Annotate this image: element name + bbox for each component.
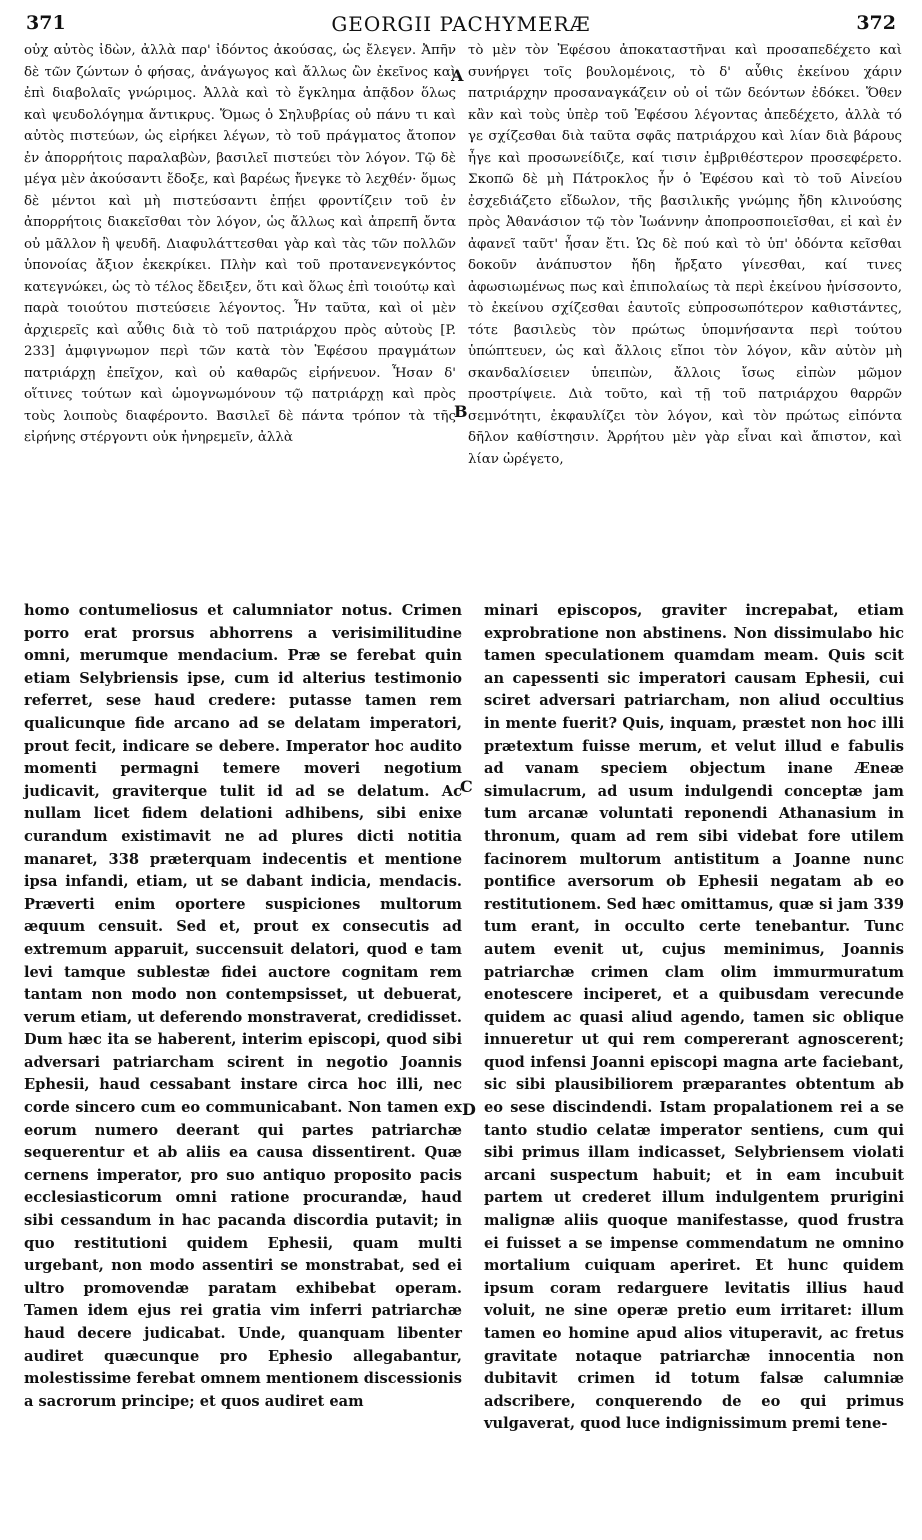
margin-letter-d: D (462, 1100, 476, 1119)
latin-left-paragraph: homo contumeliosus et calumniator notus. Crimen porro erat prorsus abhorrens a verisimilitudine omni, merumque mendacium. Præ se ferebat quin etiam Selybriensis ipse, cum id alterius testimonio referret, sese haud credere: putasse tamen rem qualicunque fide arcano ad se delatam imperatori, prout fecit, indicare se debere. Imperator hoc audito momenti permagni temere moveri negotium judicavit, graviterque tulit id ad se delatum. Ac nullam licet fidem delationi adhibens, sibi enixe curandum existimavit ne ad plures dicti notitia manaret, 338 præterquam indecentis et mentione ipsa infandi, etiam, ut se dabant indicia, mendacis. Præverti enim oportere suspiciones multorum æquum censuit. Sed et, prout ex consecutis ad extremum apparuit, succensuit delatori, quod e tam levi tamque sublestæ fidei auctore cognitam rem tantam non modo non contempsisset, ut debuerat, verum etiam, ut deferendo monstraverat, credidisset. Dum hæc ita se haberent, interim episcopi, quod sibi adversari patriarcham scirent in negotio Joannis Ephesii, haud cessabant instare circa hoc illi, nec corde sincero cum eo communicabant. Non tamen ex eorum numero deerant qui partes patriarchæ sequerentur et ab aliis ea causa dissentirent. Quæ cernens imperator, pro suo antiquo proposito pacis ecclesiasticorum omni ratione procurandæ, haud sibi cessandum in hac pacanda discordia putavit; in quo restitutioni quidem Ephesii, quam multi urgebant, non modo assentiri se monstrabat, sed ei ultro promovendæ paratam exhibebat operam. Tamen idem ejus rei gratia vim inferri patriarchæ haud decere judicabat. Unde, quanquam libenter audiret quæcunque pro Ephesio allegabantur, molestissime ferebat omnem mentionem discessionis a sacrorum principe; et quos audiret eam (24, 602, 462, 1410)
greek-text-left-column (24, 40, 456, 449)
latin-translation-right-column (484, 600, 904, 1436)
left-page-number: 371 (26, 12, 66, 34)
running-title: GEORGII PACHYMERÆ (331, 12, 591, 36)
right-page-number: 372 (856, 12, 896, 34)
running-header (26, 8, 896, 42)
greek-text-right-column (468, 40, 902, 470)
latin-right-paragraph: minari episcopos, graviter increpabat, etiam exprobratione non abstinens. Non dissimulabo hic tamen speculationem quamdam meam. Quis scit an capessenti sic imperatori causam Ephesii, cui sciret adversari patriarcham, non aliud occultius in mente fuerit? Quis, inquam, præstet non hoc illi prætextum fuisse merum, et velut illud e fabulis ad vanam speciem objectum inane Æneæ simulacrum, ad usum indulgendi conceptæ jam tum arcanæ voluntati reponendi Athanasium in thronum, quam ad rem sibi videbat fore utilem facinorem multorum antistitum a Joanne nunc pontifice aversorum ob Ephesii negatam ab eo restitutionem. Sed hæc omittamus, quæ si jam 339 tum erant, in occulto certe tenebantur. Tunc autem evenit ut, cujus meminimus, Joannis patriarchæ crimen clam olim immurmuratum enotescere inciperet, et a quibusdam verecunde quidem ac quasi aliud agendo, tamen sic oblique innueretur ut qui rem compererant agnoscerent; quod infensi Joanni episcopi magna arte faciebant, sic sibi plausibiliorem præparantes obtentum ab eo sese discindendi. Istam propalationem rei a se tanto studio celatæ imperator sentiens, cum qui sibi primus illam indicasset, Selybriensem violati arcani suspectum habuit; et in eam incubuit partem ut crederet illum indulgentem prurigini malignæ aliis quoque manifestasse, quod frustra ei fuisset a se impense commendatum ne omnino mortalium cuiquam aperiret. Et hunc quidem ipsum coram redarguere levitatis illius haud voluit, ne sine operæ pretio eum irritaret: illum tamen eo homine apud alios vituperavit, ac fretus gravitate notaque patriarchæ innocentia non dubitavit crimen id totum falsæ calumniæ adscribere, conquerendo de eo qui primus vulgaverat, quod luce indignissimum premi tene- (484, 602, 904, 1433)
latin-translation-left-column (24, 600, 462, 1413)
margin-letter-c: C (460, 777, 473, 796)
margin-letter-b: B (454, 402, 468, 421)
margin-letter-a: A (451, 66, 464, 85)
greek-right-paragraph: τὸ μὲν τὸν Ἐφέσου ἀποκαταστῆναι καὶ προσαπεδέχετο καὶ συνήργει τοῖς βουλομένοις, τὸ δ' αὖθις ἐκείνου χάριν πατριάρχην προσαναγκάζειν οὐ οἱ τῶν δεόντων ἐδόκει. Ὅθεν κἂν καὶ τοὺς ὑπὲρ τοῦ Ἐφέσου λέγοντας ἀπεδέχετο, ἀλλὰ τό γε σχίζεσθαι διὰ ταῦτα σφᾶς πατριάρχου καὶ λίαν διὰ βάρους ἦγε καὶ προσωνείδιζε, καί τισιν ἐμβριθέστερον προσεφέρετο. Σκοπῶ δὲ μὴ Πάτροκλος ἦν ὁ Ἐφέσου καὶ τὸ τοῦ Αἰνείου ἐσχεδιάζετο εἴδωλον, τῆς βασιλικῆς γνώμης ἤδη κλινούσης πρὸς Ἀθανάσιον τῷ τὸν Ἰωάννην ἀποπροσποιεῖσθαι, εἰ καὶ ἐν ἀφανεῖ ταῦτ' ἦσαν ἔτι. Ὡς δὲ πού καὶ τὸ ὑπ' ὀδόντα κεῖσθαι δοκοῦν ἀνάπυστον ἤδη ἤρξατο γίνεσθαι, καί τινες ἀφωσιωμένως πως καὶ ἐπιπολαίως τὰ περὶ ἐκείνου ἠνίσσοντο, τὸ ἐκείνου σχίζεσθαι ἑαυτοῖς εὐπροσωπότερον καθιστάντες, τότε βασιλεὺς τὸν πρώτως ὑπομνήσαντα περὶ τούτου ὑπώπτευεν, ὡς καὶ ἄλλοις εἴποι τὸν λόγον, κἂν αὐτὸν μὴ σκανδαλίσειεν ὑπειπὼν, ἄλλοις ἴσως εἰπὼν μῶμον προστρίψειε. Διὰ τοῦτο, καὶ τῇ τοῦ πατριάρχου θαρρῶν σεμνότητι, ἐκφαυλίζει τὸν λόγον, καὶ τὸν πρώτως εἰπόντα δῆλον καθίστησιν. Ἀρρήτου μὲν γὰρ εἶναι καὶ ἄπιστον, καὶ λίαν ὠρέγετο, (468, 43, 902, 467)
greek-left-paragraph: οὐχ αὐτὸς ἰδὼν, ἀλλὰ παρ' ἰδόντος ἀκούσας, ὡς ἔλεγεν. Ἀπῆν δὲ τῶν ζώντων ὁ φήσας, ἀνάγωγος καὶ ἄλλως ὢν ἐκεῖνος καὶ ἐπὶ διαβολαῖς γνώριμος. Ἀλλὰ καὶ τὸ ἔγκλημα ἀπᾷδον ὅλως καὶ ψευδολόγημα ἄντικρυς. Ὅμως ὁ Σηλυβρίας οὐ πάνυ τι καὶ αὐτὸς πιστεύων, ὡς εἰρήκει λέγων, τὸ τοῦ πράγματος ἄτοπον ἐν ἀπορρήτοις παραλαβὼν, βασιλεῖ πιστεύει τὸν λόγον. Τῷ δὲ μέγα μὲν ἀκούσαντι ἔδοξε, καὶ βαρέως ἤνεγκε τὸ λεχθέν· ὅμως δὲ μέντοι καὶ μὴ πιστεύσαντι ἐπῄει φροντίζειν τοῦ ἐν ἀπορρήτοις διακεῖσθαι τὸν λόγον, ὡς ἄλλως καὶ ἀπρεπῆ ὄντα οὐ μᾶλλον ἢ ψευδῆ. Διαφυλάττεσθαι γὰρ καὶ τὰς τῶν πολλῶν ὑπονοίας ἄξιον ἐκεκρίκει. Πλὴν καὶ τοῦ προτανενεγκόντος κατεγνώκει, ὡς τὸ τέλος ἔδειξεν, ὅτι καὶ ὅλως ἐπὶ τοιούτῳ καὶ παρὰ τοιούτου πιστεύσειε λέγοντος. Ἦν ταῦτα, καὶ οἱ μὲν ἀρχιερεῖς καὶ αὖθις διὰ τὸ τοῦ πατριάρχου πρὸς αὐτοὺς [P. 233] ἀμφιγνωμον περὶ τῶν κατὰ τὸν Ἐφέσου πραγμάτων πατριάρχῃ ἐπεῖχον, καὶ οὐ καθαρῶς εἰρήνευον. Ἦσαν δ' οἵτινες τούτων καὶ ὡμογνωμόνουν τῷ πατριάρχῃ καὶ πρὸς τοὺς λοιποὺς διαφέροντο. Βασιλεῖ δὲ πάντα τρόπον τὰ τῆς εἰρήνης στέργοντι οὐκ ἠνηρεμεῖν, ἀλλὰ (24, 43, 456, 445)
